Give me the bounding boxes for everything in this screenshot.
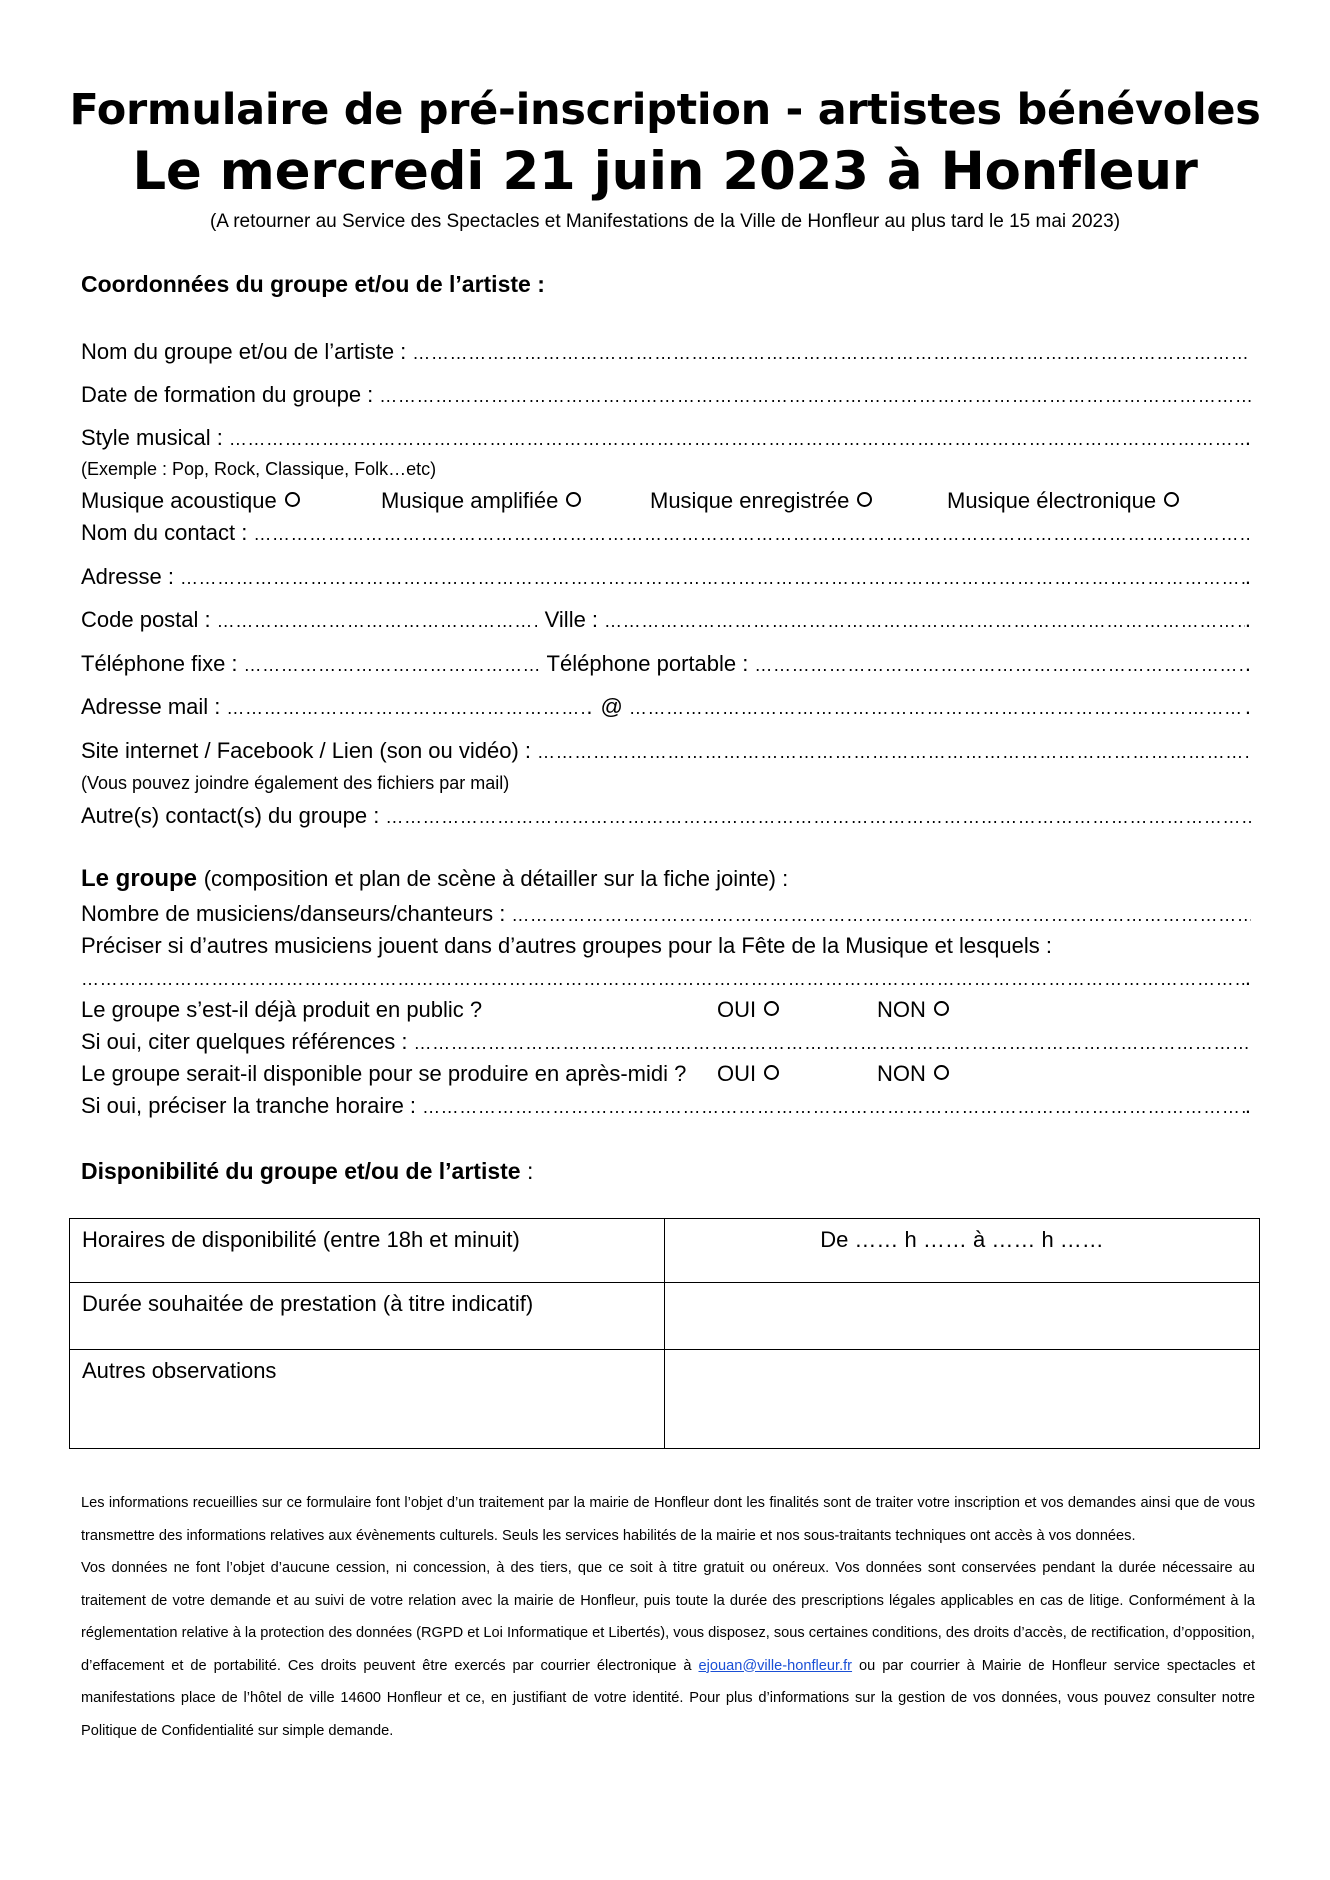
radio-circle-icon[interactable] <box>934 1001 949 1016</box>
at-sign: @ <box>600 694 623 719</box>
fill-line[interactable] <box>253 519 1251 549</box>
section-heading-groupe <box>81 864 788 894</box>
table-cell-label: Durée souhaitée de prestation (à titre indicatif) <box>70 1283 665 1349</box>
fill-line[interactable] <box>379 381 1251 411</box>
option-public-oui[interactable] <box>717 995 779 1025</box>
field-label-code-postal: Code postal : <box>81 607 211 632</box>
option-label: NON <box>877 1061 926 1086</box>
field-label-ville: Ville : <box>544 607 599 632</box>
end-dot: . <box>1244 694 1251 719</box>
option-label: Musique enregistrée <box>650 488 850 513</box>
end-dot: . <box>586 694 593 719</box>
end-dot: . <box>1244 1093 1251 1118</box>
end-dot: . <box>1244 965 1251 990</box>
fill-line[interactable] <box>385 802 1251 832</box>
field-label: Nom du contact : <box>81 520 248 545</box>
option-label: Musique amplifiée <box>381 488 559 513</box>
fill-line[interactable] <box>422 1092 1245 1122</box>
field-style-musical[interactable] <box>81 423 1251 453</box>
option-musique-electronique[interactable] <box>947 486 1179 516</box>
radio-circle-icon[interactable] <box>285 492 300 507</box>
table-row <box>70 1283 1260 1349</box>
field-label: Si oui, préciser la tranche horaire : <box>81 1093 417 1118</box>
option-musique-amplifiee[interactable] <box>381 486 581 516</box>
fill-line[interactable] <box>414 1028 1251 1058</box>
field-label: Nom du groupe et/ou de l’artiste : <box>81 339 407 364</box>
style-example-note: (Exemple : Pop, Rock, Classique, Folk…etc) <box>81 459 437 479</box>
table-cell-value[interactable] <box>665 1283 1260 1349</box>
radio-circle-icon[interactable] <box>764 1001 779 1016</box>
field-label: Nombre de musiciens/danseurs/chanteurs : <box>81 901 506 926</box>
radio-circle-icon[interactable] <box>764 1065 779 1080</box>
fill-line-mail-user[interactable] <box>226 693 586 723</box>
option-label: Musique acoustique <box>81 488 277 513</box>
privacy-text: Vos données ne font l’objet d’aucune cession, ni concession, à des tiers, que ce soit à titre gratuit ou onéreux. Vos données sont conservées pendant la durée nécessaire au traitement de votre demande et au suivi de votre relation avec la mairie de Honfleur, puis toute la durée des prescriptions légales applicables en cas de litige. Conformément à la réglementation relative à la protection des données (RGPD et Loi Informatique et Libertés), vous disposez, sous certaines conditions, des droits d’accès, de rectification, d’opposition, d’effacement et de portabilité. Ces droits peuvent être exercés par courrier électronique à <box>81 1560 1255 1674</box>
fill-line-code-postal[interactable] <box>217 606 537 636</box>
option-label: Musique électronique <box>947 488 1157 513</box>
end-dot: . <box>1244 607 1251 632</box>
field-autres-groupes-answer[interactable] <box>81 963 1251 993</box>
fill-line-mail-domain[interactable] <box>629 693 1245 723</box>
end-dot: . <box>1244 425 1251 450</box>
return-instructions: (A retourner au Service des Spectacles et Manifestations de la Ville de Honfleur au plus tard le 15 mai 2023) <box>209 211 1121 232</box>
field-label: Autre(s) contact(s) du groupe : <box>81 803 380 828</box>
option-musique-acoustique[interactable] <box>81 486 300 516</box>
option-label: NON <box>877 997 926 1022</box>
table-cell-value[interactable] <box>665 1349 1260 1448</box>
question-autres-groupes <box>81 931 1251 961</box>
form-title: Formulaire de pré-inscription - artistes bénévoles <box>69 85 1261 135</box>
fill-line[interactable] <box>229 424 1245 454</box>
fill-line[interactable] <box>412 338 1251 368</box>
field-nombre-musiciens[interactable] <box>81 899 1251 929</box>
option-public-non[interactable] <box>877 995 949 1025</box>
radio-circle-icon[interactable] <box>857 492 872 507</box>
field-adresse-mail[interactable] <box>81 692 1251 722</box>
field-label: Date de formation du groupe : <box>81 382 374 407</box>
option-apres-midi-non[interactable] <box>877 1059 949 1089</box>
event-date-title: Le mercredi 21 juin 2023 à Honfleur <box>132 141 1198 202</box>
fill-line[interactable] <box>511 900 1251 930</box>
field-label: Style musical : <box>81 425 223 450</box>
option-musique-enregistree[interactable] <box>650 486 872 516</box>
heading-note: (composition et plan de scène à détailler sur la fiche jointe) : <box>203 866 789 891</box>
heading-strong: Disponibilité du groupe et/ou de l’artiste <box>81 1158 521 1184</box>
table-row <box>70 1349 1260 1448</box>
end-dot: . <box>1244 564 1251 589</box>
field-label: Le groupe serait-il disponible pour se produire en après-midi ? <box>81 1061 687 1086</box>
field-label: Le groupe s’est-il déjà produit en public ? <box>81 997 483 1022</box>
field-label-tel-portable: Téléphone portable : <box>546 651 749 676</box>
privacy-paragraph <box>81 1552 1255 1747</box>
field-label: Si oui, citer quelques références : <box>81 1029 408 1054</box>
table-cell-label: Autres observations <box>70 1349 665 1448</box>
field-nom-contact[interactable] <box>81 518 1251 548</box>
field-label: Préciser si d’autres musiciens jouent dans d’autres groupes pour la Fête de la Musique et lesquels : <box>81 933 1052 958</box>
fill-line-ville[interactable] <box>604 606 1245 636</box>
fill-line[interactable] <box>537 737 1251 767</box>
question-apres-midi <box>81 1059 1251 1089</box>
field-date-formation[interactable] <box>81 380 1251 410</box>
option-label: OUI <box>717 997 757 1022</box>
field-tranche-horaire[interactable] <box>81 1091 1251 1121</box>
files-note: (Vous pouvez joindre également des fichiers par mail) <box>81 773 510 793</box>
question-produit-public <box>81 995 1251 1025</box>
privacy-notice <box>81 1487 1255 1747</box>
heading-strong: Le groupe <box>81 865 198 892</box>
heading-colon: : <box>526 1158 534 1184</box>
option-apres-midi-oui[interactable] <box>717 1059 779 1089</box>
fill-line-tel-fixe[interactable] <box>244 650 539 680</box>
field-telephones[interactable] <box>81 649 1251 679</box>
fill-line[interactable] <box>81 964 1245 994</box>
field-label-tel-fixe: Téléphone fixe : <box>81 651 238 676</box>
radio-circle-icon[interactable] <box>566 492 581 507</box>
section-heading-coordonnees: Coordonnées du groupe et/ou de l’artiste : <box>81 271 545 297</box>
field-site-internet[interactable] <box>81 736 1251 766</box>
privacy-text: ou par courrier à Mairie de Honfleur service spectacles et manifestations place de l’hôtel de ville 14600 Honfleur et ce, en justifiant de votre identité. Pour plus d’informations sur la gestion de vos données, vous pouvez consulter notre Politique de Confidentialité sur simple demande. <box>81 1657 1255 1739</box>
field-adresse[interactable] <box>81 562 1251 592</box>
table-cell-value[interactable]: De …… h …… à …… h …… <box>665 1219 1260 1283</box>
option-label: OUI <box>717 1061 757 1086</box>
contact-email-link[interactable]: ejouan@ville-honfleur.fr <box>698 1657 853 1674</box>
section-heading-disponibilite <box>81 1156 533 1186</box>
field-label: Site internet / Facebook / Lien (son ou vidéo) : <box>81 738 532 763</box>
table-cell-label: Horaires de disponibilité (entre 18h et minuit) <box>70 1219 665 1283</box>
field-nom-groupe[interactable] <box>81 337 1251 367</box>
field-label: Adresse mail : <box>81 694 221 719</box>
radio-circle-icon[interactable] <box>934 1065 949 1080</box>
field-code-postal-ville[interactable] <box>81 605 1251 635</box>
field-label: Adresse : <box>81 564 174 589</box>
fill-line-tel-portable[interactable] <box>754 650 1245 680</box>
end-dot: . <box>1244 651 1251 676</box>
field-references[interactable] <box>81 1027 1251 1057</box>
table-row <box>70 1219 1260 1283</box>
privacy-paragraph: Les informations recueillies sur ce formulaire font l’objet d’un traitement par la mairie de Honfleur dont les finalités sont de traiter votre inscription et vos demandes ainsi que de vous transmettre des informations relatives aux évènements culturels. Seuls les services habilités de la mairie et nos sous-traitants techniques ont accès à vos données. <box>81 1495 1255 1544</box>
field-autres-contacts[interactable] <box>81 801 1251 831</box>
disponibilite-table <box>69 1218 1260 1449</box>
fill-line[interactable] <box>180 563 1245 593</box>
radio-circle-icon[interactable] <box>1164 492 1179 507</box>
